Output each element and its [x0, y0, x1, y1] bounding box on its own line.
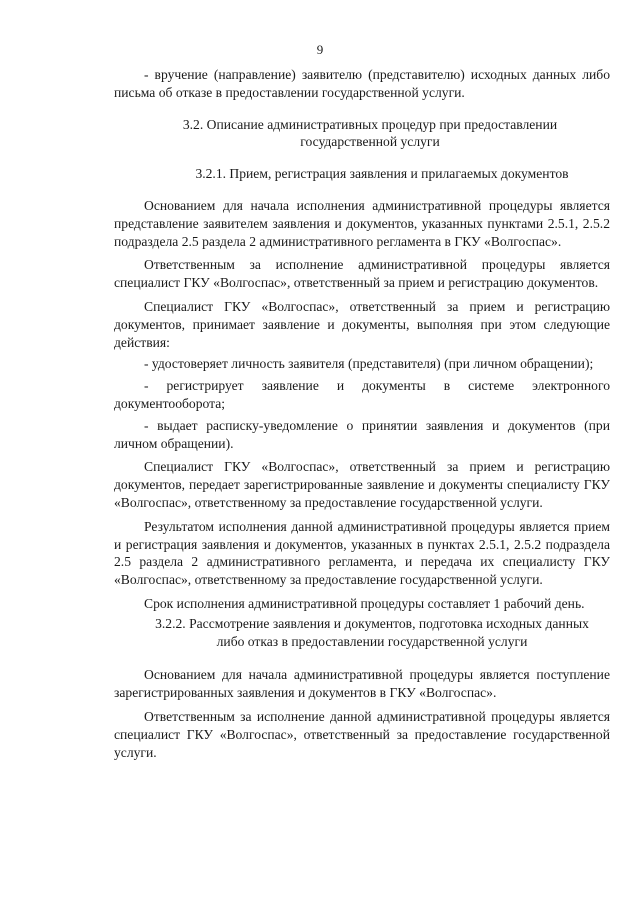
- list-item-identity: - удостоверяет личность заявителя (представителя) (при личном обращении);: [144, 356, 594, 372]
- paragraph-transfer: Специалист ГКУ «Волгоспас», ответственный за прием и регистрацию документов, передает зарегистрированные заявление и документы специалисту ГКУ «Волгоспас», ответственному за предоставление государственной услуги.: [114, 459, 610, 510]
- paragraph-result: Результатом исполнения данной административной процедуры является прием и регистрация заявления и документов, указанных в пунктах 2.5.1, 2.5.2 подраздела 2.5 раздела 2 административного регламента, и передача их специалисту ГКУ «Волгоспас», ответственному за предоставление государственной услуги.: [114, 518, 610, 588]
- document-body: [114, 66, 610, 761]
- paragraph-basis-2: Основанием для начала административной процедуры является поступление зарегистрированных заявления и документов в ГКУ «Волгоспас».: [114, 667, 610, 701]
- paragraph-delivery-item: - вручение (направление) заявителю (представителю) исходных данных либо письма об отказе в предоставлении государственной услуги.: [114, 67, 610, 100]
- paragraph-responsible: Ответственным за исполнение административной процедуры является специалист ГКУ «Волгоспас», ответственный за прием и регистрацию документов.: [114, 257, 610, 291]
- paragraph-basis: Основанием для начала исполнения административной процедуры является представление заявителем заявления и документов, указанных пунктами 2.5.1, 2.5.2 подраздела 2.5 раздела 2 административного регламента в ГКУ «Волгоспас».: [114, 197, 610, 249]
- paragraph-specialist-actions: Специалист ГКУ «Волгоспас», ответственный за прием и регистрацию документов, принимает заявление и документы, выполняя при этом следующие действия:: [114, 298, 610, 350]
- list-item-register: - регистрирует заявление и документы в системе электронного документооборота;: [114, 378, 610, 411]
- subsection-heading-3-2-2: 3.2.2. Рассмотрение заявления и документов, подготовка исходных данных либо отказ в предоставлении государственной услуги: [155, 615, 589, 649]
- list-item-receipt: - выдает расписку-уведомление о принятии заявления и документов (при личном обращении).: [114, 417, 610, 451]
- paragraph-term: Срок исполнения административной процедуры составляет 1 рабочий день.: [144, 595, 585, 611]
- page-number: 9: [316, 42, 324, 57]
- section-heading-3-2: 3.2. Описание административных процедур при предоставлении государственной услуги: [182, 116, 558, 150]
- paragraph-responsible-2: Ответственным за исполнение данной административной процедуры является специалист ГКУ «Волгоспас», ответственный за предоставление государственной услуги.: [114, 708, 610, 760]
- subsection-heading-3-2-1: 3.2.1. Прием, регистрация заявления и прилагаемых документов: [195, 166, 569, 182]
